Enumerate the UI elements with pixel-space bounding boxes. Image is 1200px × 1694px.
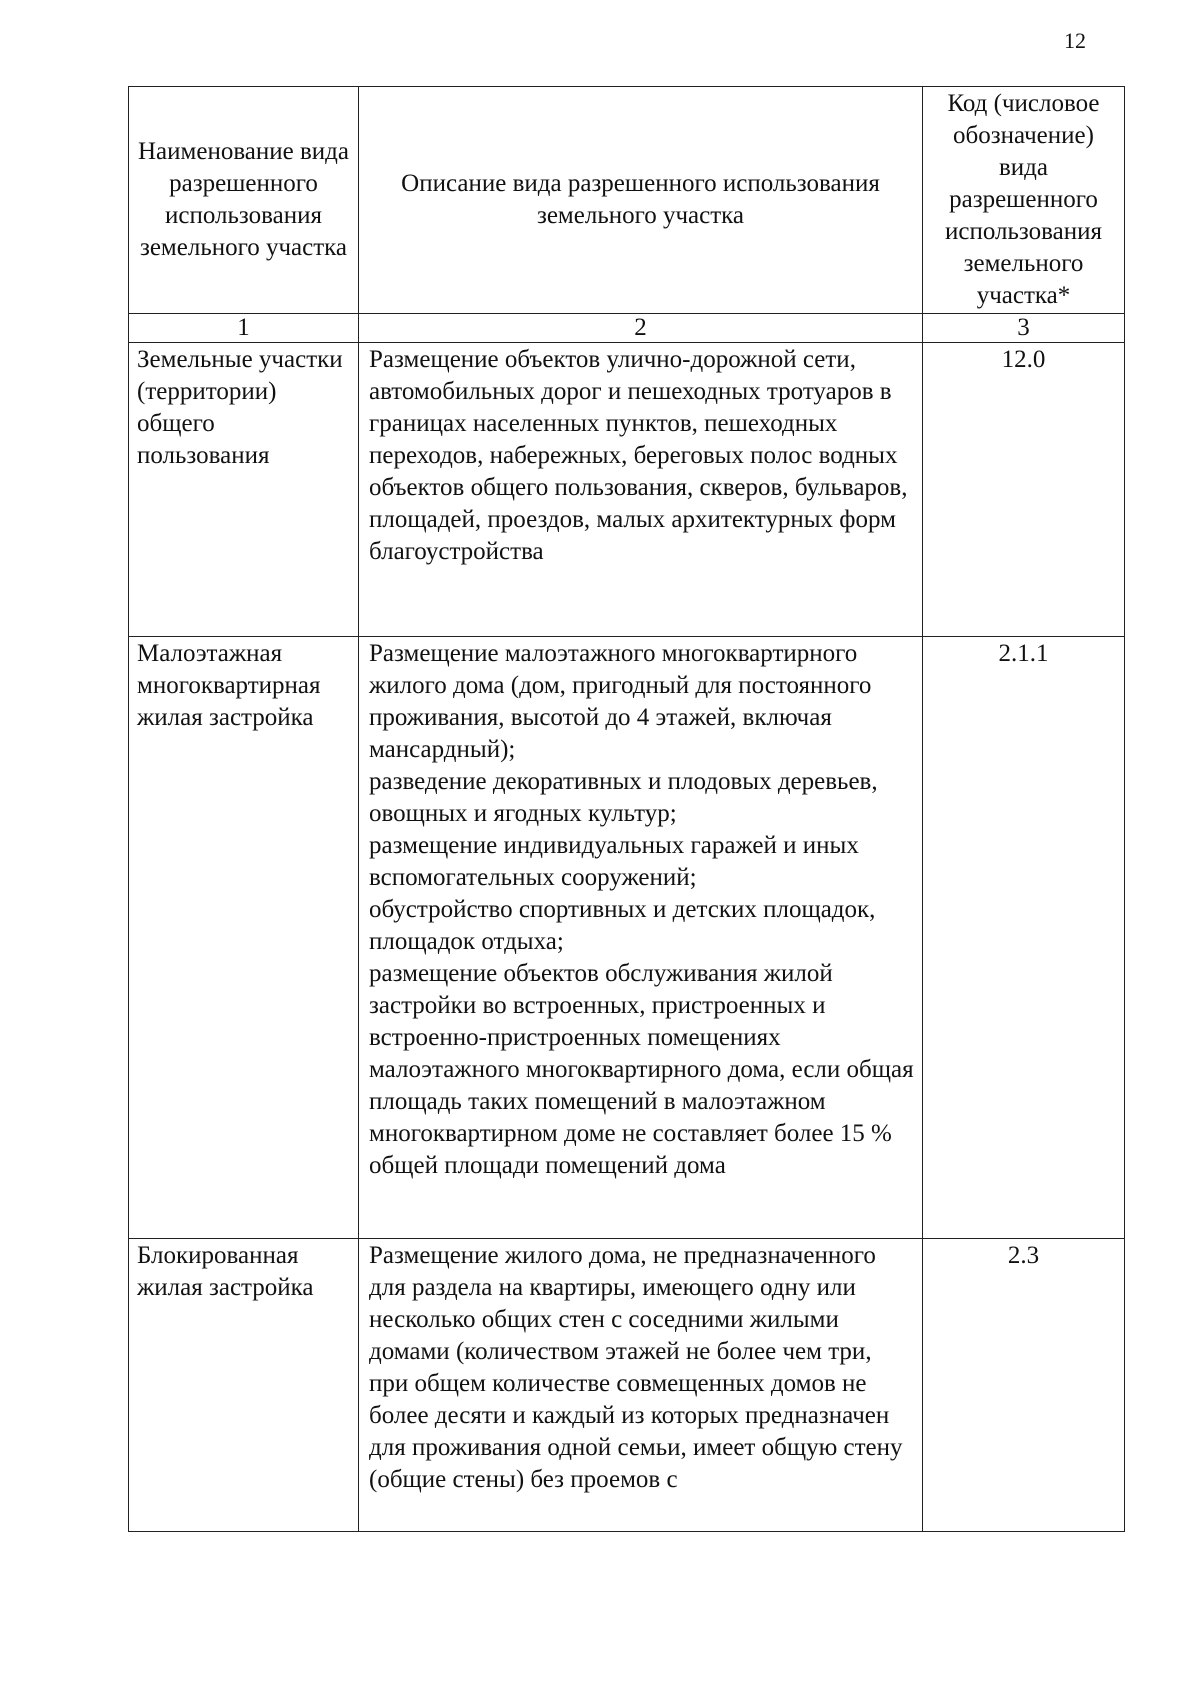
column-number-3: 3 [923,314,1125,343]
column-number-2: 2 [359,314,923,343]
table-row [129,637,1125,1239]
row-name: Земельные участки (территории) общего пользования [129,343,359,637]
header-code: Код (числовое обозначение) вида разрешенного использования земельного участка* [923,87,1125,314]
column-number-row [129,314,1125,343]
page-number: 12 [1064,28,1086,53]
column-number-1: 1 [129,314,359,343]
row-code: 2.3 [923,1239,1125,1532]
header-name: Наименование вида разрешенного использования земельного участка [129,87,359,314]
row-description: Размещение жилого дома, не предназначенного для раздела на квартиры, имеющего одну или несколько общих стен с соседними жилыми домами (количеством этажей не более чем три, при общем количестве совмещенных домов не более десяти и каждый из которых предназначен для проживания одной семьи, имеет общую стену (общие стены) без проемов с [359,1239,923,1532]
row-description: Размещение объектов улично-дорожной сети, автомобильных дорог и пешеходных тротуаров в границах населенных пунктов, пешеходных переходов, набережных, береговых полос водных объектов общего пользования, скверов, бульваров, площадей, проездов, малых архитектурных форм благоустройства [359,343,923,637]
row-name: Блокированная жилая застройка [129,1239,359,1532]
header-description: Описание вида разрешенного использования земельного участка [359,87,923,314]
row-description: Размещение малоэтажного многоквартирного жилого дома (дом, пригодный для постоянного проживания, высотой до 4 этажей, включая мансардный); разведение декоративных и плодовых деревьев, овощных и ягодных культур; размещение индивидуальных гаражей и иных вспомогательных сооружений; обустройство спортивных и детских площадок, площадок отдыха; размещение объектов обслуживания жилой застройки во встроенных, пристроенных и встроенно-пристроенных помещениях малоэтажного многоквартирного дома, если общая площадь таких помещений в малоэтажном многоквартирном доме не составляет более 15 % общей площади помещений дома [359,637,923,1239]
table-header-row [129,87,1125,314]
row-code: 12.0 [923,343,1125,637]
row-name: Малоэтажная многоквартирная жилая застройка [129,637,359,1239]
table-row [129,1239,1125,1532]
table-row [129,343,1125,637]
row-code: 2.1.1 [923,637,1125,1239]
land-use-table [128,86,1125,1532]
